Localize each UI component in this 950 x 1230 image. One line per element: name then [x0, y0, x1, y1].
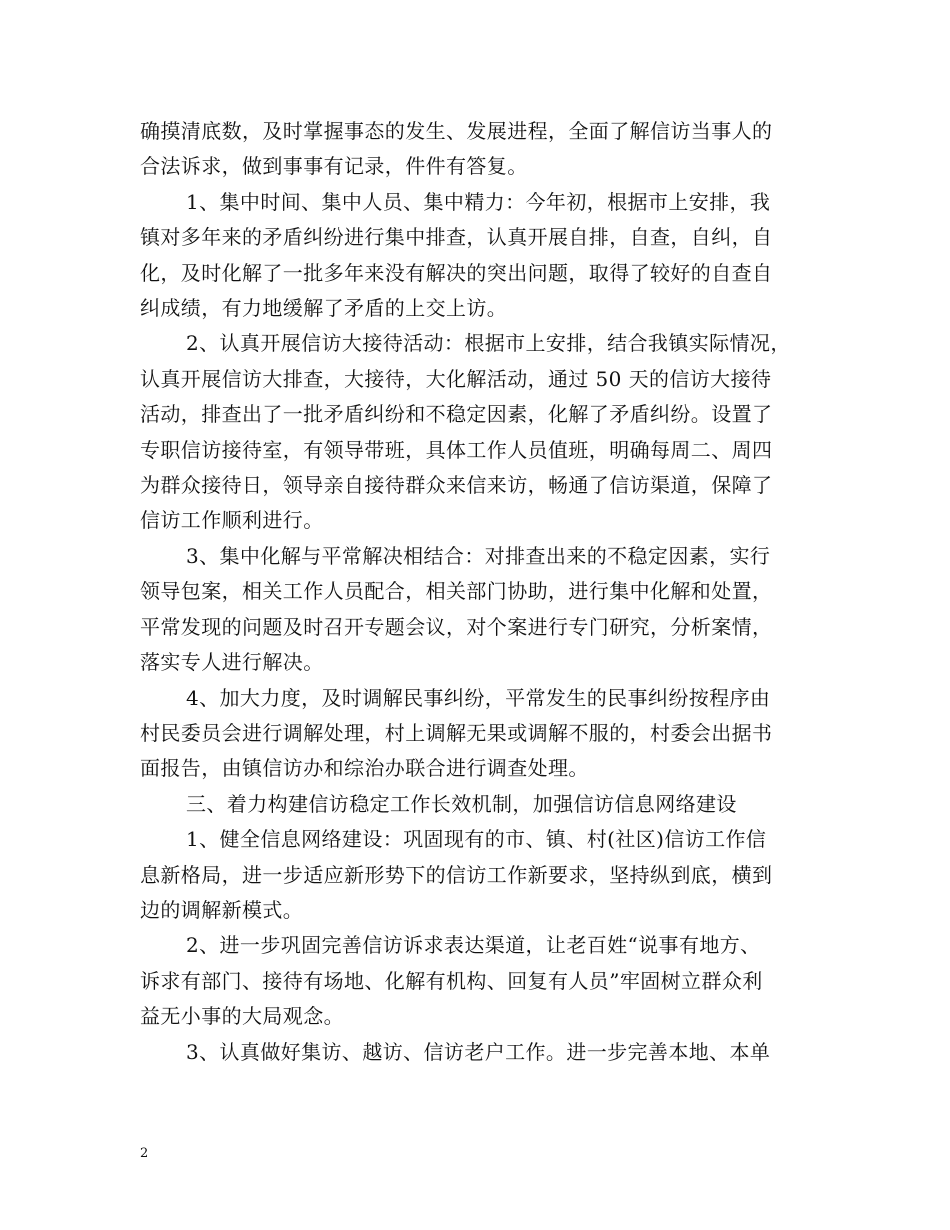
text-line: 2、进一步巩固完善信访诉求表达渠道，让老百姓“说事有地方、 — [186, 933, 761, 958]
page-number: 2 — [140, 1146, 149, 1161]
text-line: 领导包案，相关工作人员配合，相关部门协助，进行集中化解和处置， — [140, 579, 773, 604]
text-line: 确摸清底数，及时掌握事态的发生、发展进程，全面了解信访当事人的 — [140, 119, 773, 143]
text-line: 化，及时化解了一批多年来没有解决的突出问题，取得了较好的自查自 — [140, 260, 773, 285]
text-line: 息新格局，进一步适应新形势下的信访工作新要求，坚持纵到底，横到 — [140, 862, 773, 887]
text-line: 4、加大力度，及时调解民事纠纷，平常发生的民事纠纷按程序由 — [186, 685, 771, 710]
text-line: 村民委员会进行调解处理，村上调解无果或调解不服的，村委会出据书 — [140, 720, 773, 745]
text-line: 落实专人进行解决。 — [140, 650, 324, 675]
text-line: 合法诉求，做到事事有记录，件件有答复。 — [140, 154, 528, 179]
text-line: 为群众接待日，领导亲自接待群众来信来访，畅通了信访渠道，保障了 — [140, 473, 773, 498]
text-line: 活动，排查出了一批矛盾纠纷和不稳定因素，化解了矛盾纠纷。设置了 — [140, 402, 773, 427]
text-line: 1、集中时间、集中人员、集中精力：今年初，根据市上安排，我 — [186, 189, 771, 214]
text-line: 2、认真开展信访大接待活动：根据市上安排，结合我镇实际情况， — [186, 331, 791, 356]
text-line: 益无小事的大局观念。 — [140, 1004, 344, 1029]
document-body — [140, 114, 820, 1070]
text-line: 边的调解新模式。 — [140, 897, 304, 922]
text-line: 面报告，由镇信访办和综治办联合进行调查处理。 — [140, 756, 589, 781]
text-line: 1、健全信息网络建设：巩固现有的市、镇、村(社区)信访工作信 — [186, 827, 767, 852]
text-line: 诉求有部门、接待有场地、化解有机构、回复有人员”牢固树立群众利 — [140, 968, 763, 993]
text-line: 三、着力构建信访稳定工作长效机制，加强信访信息网络建设 — [186, 791, 737, 816]
text-line: 平常发现的问题及时召开专题会议，对个案进行专门研究，分析案情， — [140, 614, 773, 639]
text-line: 3、集中化解与平常解决相结合：对排查出来的不稳定因素，实行 — [186, 543, 771, 568]
text-line: 镇对多年来的矛盾纠纷进行集中排查，认真开展自排，自查，自纠，自 — [140, 225, 773, 250]
text-line: 纠成绩，有力地缓解了矛盾的上交上访。 — [140, 296, 508, 321]
text-line: 3、认真做好集访、越访、信访老户工作。进一步完善本地、本单 — [186, 1039, 771, 1064]
text-line: 专职信访接待室，有领导带班，具体工作人员值班，明确每周二、周四 — [140, 437, 773, 462]
text-line: 信访工作顺利进行。 — [140, 508, 324, 533]
text-line: 认真开展信访大排查，大接待，大化解活动，通过 50 天的信访大接待 — [140, 366, 772, 391]
